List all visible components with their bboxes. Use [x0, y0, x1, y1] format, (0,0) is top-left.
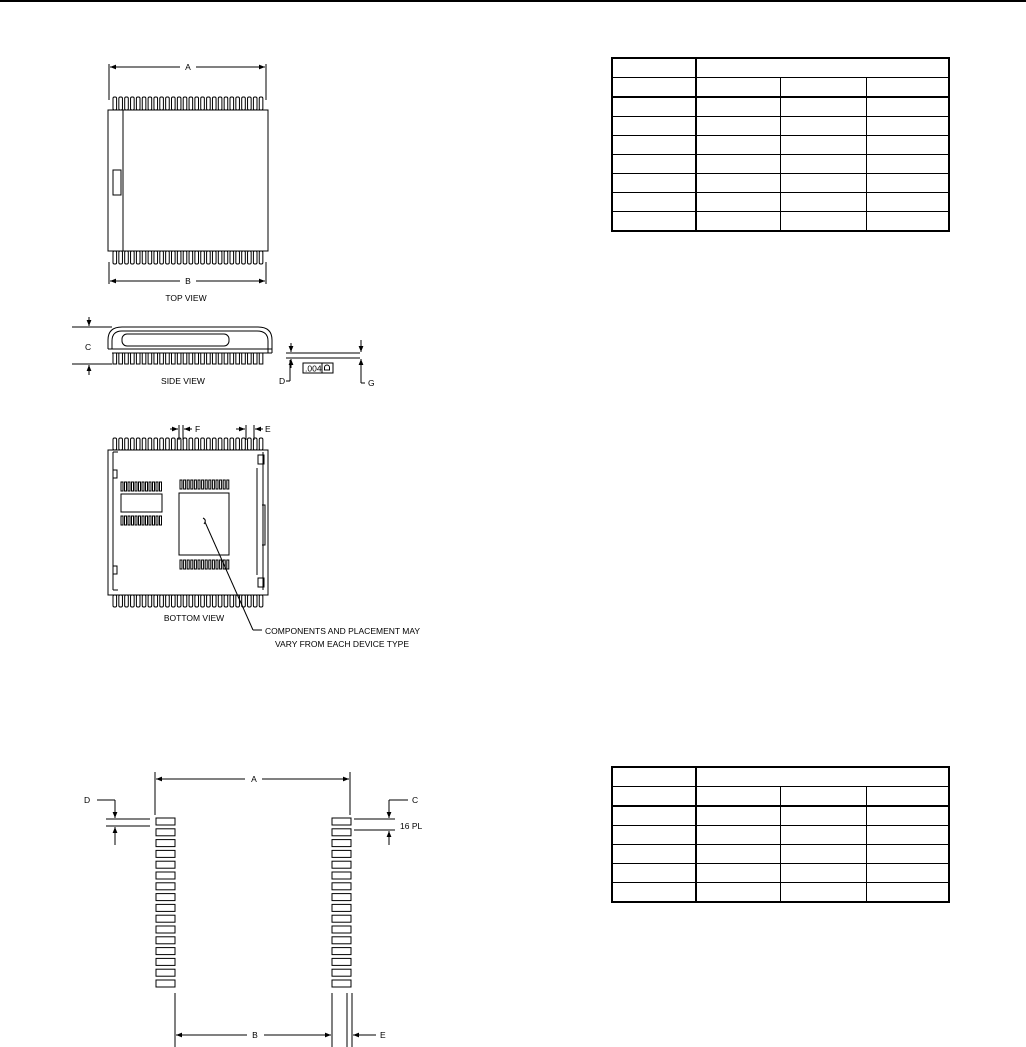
- lead: [201, 438, 205, 450]
- lead: [166, 595, 170, 607]
- table-row: [612, 97, 949, 117]
- footprint-dim-a-label: A: [251, 774, 257, 784]
- table-cell: [866, 212, 949, 232]
- footprint-pad: [332, 904, 351, 911]
- footprint-pad: [332, 850, 351, 857]
- table-cell: [866, 174, 949, 193]
- lead: [142, 595, 146, 607]
- lead: [142, 251, 146, 264]
- table-cell: [612, 787, 696, 807]
- lead: [136, 251, 140, 264]
- lead: [236, 353, 240, 364]
- pad-count-label: 16 PL: [400, 821, 423, 831]
- footprint-pad: [156, 937, 175, 944]
- lead: [113, 251, 117, 264]
- table-cell: [696, 806, 780, 826]
- footprint: [97, 772, 408, 1047]
- lead: [113, 97, 117, 110]
- lead: [218, 97, 222, 110]
- lead: [230, 438, 234, 450]
- lead: [160, 97, 164, 110]
- lead: [136, 353, 140, 364]
- lead: [125, 353, 129, 364]
- top-view: [108, 64, 268, 284]
- lead: [253, 251, 257, 264]
- footprint-pad: [332, 883, 351, 890]
- lead: [183, 97, 187, 110]
- table-cell: [612, 193, 696, 212]
- table-row: [612, 826, 949, 845]
- lead: [259, 97, 263, 110]
- lead: [172, 353, 176, 364]
- table-cell: [866, 78, 949, 98]
- lead: [212, 595, 216, 607]
- table-cell: [696, 117, 780, 136]
- footprint-pad: [156, 818, 175, 825]
- footprint-pad: [156, 840, 175, 847]
- footprint-dim-e-label: E: [380, 1030, 386, 1040]
- lead: [248, 438, 252, 450]
- footprint-pad: [332, 969, 351, 976]
- table-cell: [612, 174, 696, 193]
- table-cell: [780, 845, 866, 864]
- table-cell: [780, 193, 866, 212]
- footprint-pad: [332, 926, 351, 933]
- dim-d-label: D: [279, 376, 286, 386]
- table-cell: [780, 806, 866, 826]
- table-row: [612, 212, 949, 232]
- table-cell: [780, 155, 866, 174]
- table-cell: [612, 78, 696, 98]
- table-cell: [696, 826, 780, 845]
- table-cell: [780, 212, 866, 232]
- bottom-view-upper-leads: [113, 438, 263, 450]
- lead: [119, 353, 123, 364]
- lead: [177, 97, 181, 110]
- lead: [218, 251, 222, 264]
- lead: [113, 595, 117, 607]
- footprint-pad: [156, 861, 175, 868]
- footprint-pad: [156, 969, 175, 976]
- lead: [172, 438, 176, 450]
- footprint-pad: [156, 948, 175, 955]
- top-view-lower-leads: [113, 251, 263, 264]
- lead: [224, 595, 228, 607]
- table-header-row: [612, 58, 949, 78]
- lead: [172, 595, 176, 607]
- footprint-dim-b-label: B: [252, 1030, 258, 1040]
- lead: [207, 353, 211, 364]
- table-row: [612, 193, 949, 212]
- lead: [207, 97, 211, 110]
- table-cell: [612, 212, 696, 232]
- table-cell: [696, 845, 780, 864]
- lead: [195, 97, 199, 110]
- lead: [224, 251, 228, 264]
- footprint-pad: [156, 883, 175, 890]
- table-cell: [866, 155, 949, 174]
- lead: [189, 251, 193, 264]
- table-cell: [696, 174, 780, 193]
- table-cell: [612, 155, 696, 174]
- lead: [142, 97, 146, 110]
- lead: [119, 438, 123, 450]
- table-cell: [780, 883, 866, 903]
- lead: [212, 353, 216, 364]
- lead: [131, 97, 135, 110]
- lead: [166, 353, 170, 364]
- lead: [148, 353, 152, 364]
- dim-a-label: A: [185, 62, 191, 72]
- lead: [125, 251, 129, 264]
- footprint-pad: [332, 894, 351, 901]
- dim-g-label: G: [368, 378, 375, 388]
- table-cell: [866, 117, 949, 136]
- footprint-dim-c-label: C: [412, 795, 419, 805]
- footprint-left-pads: [156, 818, 175, 987]
- lead: [253, 353, 257, 364]
- table-row: [612, 864, 949, 883]
- table-cell: [696, 212, 780, 232]
- lead: [189, 438, 193, 450]
- table-cell: [780, 174, 866, 193]
- lead: [119, 251, 123, 264]
- lead: [242, 438, 246, 450]
- table-cell: [696, 767, 949, 787]
- lead: [177, 251, 181, 264]
- lead: [259, 595, 263, 607]
- lead: [201, 353, 205, 364]
- lead: [125, 438, 129, 450]
- lead: [236, 438, 240, 450]
- dim-e-label: E: [265, 424, 271, 434]
- lead: [183, 251, 187, 264]
- bottom-view: [108, 425, 268, 630]
- footprint-pad: [332, 958, 351, 965]
- footprint-pad: [156, 958, 175, 965]
- table-cell: [866, 97, 949, 117]
- lead: [131, 438, 135, 450]
- dim-b-label: B: [185, 276, 191, 286]
- footprint-pad: [156, 850, 175, 857]
- lead: [148, 595, 152, 607]
- footprint-dim-d-label: D: [84, 795, 91, 805]
- table-cell: [780, 117, 866, 136]
- side-view-leads: [113, 353, 263, 364]
- footprint-pad: [332, 861, 351, 868]
- lead: [259, 251, 263, 264]
- lead: [154, 353, 158, 364]
- table-row: [612, 155, 949, 174]
- lead: [119, 97, 123, 110]
- lead: [248, 97, 252, 110]
- lead: [131, 353, 135, 364]
- table-cell: [612, 117, 696, 136]
- footprint-pad: [332, 937, 351, 944]
- lead: [142, 438, 146, 450]
- lead: [177, 595, 181, 607]
- lead: [212, 97, 216, 110]
- top-view-label: TOP VIEW: [165, 293, 207, 303]
- lead: [236, 595, 240, 607]
- lead: [248, 353, 252, 364]
- lead: [224, 438, 228, 450]
- lead: [253, 595, 257, 607]
- lead: [218, 438, 222, 450]
- footprint-pad: [156, 872, 175, 879]
- table-header-row: [612, 78, 949, 98]
- table-cell: [696, 787, 780, 807]
- lead: [218, 353, 222, 364]
- table-row: [612, 806, 949, 826]
- lead: [201, 595, 205, 607]
- lead: [230, 353, 234, 364]
- lead: [136, 97, 140, 110]
- table-cell: [866, 136, 949, 155]
- table-cell: [612, 883, 696, 903]
- lead: [189, 97, 193, 110]
- lead: [136, 595, 140, 607]
- footprint-pad: [332, 818, 351, 825]
- footprint-pad: [156, 904, 175, 911]
- table-row: [612, 174, 949, 193]
- lead: [119, 595, 123, 607]
- table-cell: [866, 864, 949, 883]
- lead: [248, 595, 252, 607]
- lead: [160, 251, 164, 264]
- footprint-pad: [156, 926, 175, 933]
- table-cell: [696, 136, 780, 155]
- top-view-upper-leads: [113, 97, 263, 110]
- footprint-pad: [156, 980, 175, 987]
- lead: [259, 353, 263, 364]
- table-cell: [696, 97, 780, 117]
- lead: [125, 595, 129, 607]
- lead: [189, 353, 193, 364]
- footprint-right-pads: [332, 818, 351, 987]
- table-cell: [612, 845, 696, 864]
- lead: [148, 251, 152, 264]
- bottom-view-label: BOTTOM VIEW: [163, 613, 225, 623]
- lead: [207, 595, 211, 607]
- lead: [195, 595, 199, 607]
- lead: [207, 438, 211, 450]
- table-cell: [866, 845, 949, 864]
- lead: [154, 251, 158, 264]
- table-row: [612, 883, 949, 903]
- lead: [242, 353, 246, 364]
- side-view-label: SIDE VIEW: [161, 376, 205, 386]
- lead: [207, 251, 211, 264]
- table-header-row: [612, 767, 949, 787]
- table-cell: [612, 826, 696, 845]
- dim-f-label: F: [195, 424, 201, 434]
- footprint-pad: [156, 915, 175, 922]
- footprint-dimensions-table: [611, 766, 950, 903]
- lead: [131, 251, 135, 264]
- table-header-row: [612, 787, 949, 807]
- lead: [113, 353, 117, 364]
- lead: [230, 251, 234, 264]
- table-cell: [780, 826, 866, 845]
- lead: [242, 251, 246, 264]
- lead: [113, 438, 117, 450]
- table-cell: [866, 787, 949, 807]
- footprint-drawing: [0, 740, 520, 1047]
- lead: [259, 438, 263, 450]
- lead: [160, 438, 164, 450]
- lead: [160, 595, 164, 607]
- lead: [154, 438, 158, 450]
- table-cell: [866, 826, 949, 845]
- dim-c-label: C: [85, 342, 92, 352]
- footprint-pad: [332, 829, 351, 836]
- lead: [148, 438, 152, 450]
- package-dimensions-table: [611, 57, 950, 232]
- lead: [201, 251, 205, 264]
- lead: [212, 438, 216, 450]
- table-row: [612, 845, 949, 864]
- lead: [142, 353, 146, 364]
- lead: [172, 97, 176, 110]
- table-cell: [612, 58, 696, 78]
- table-cell: [612, 136, 696, 155]
- table-cell: [780, 787, 866, 807]
- lead: [230, 595, 234, 607]
- lead: [183, 353, 187, 364]
- table-cell: [780, 78, 866, 98]
- lead: [195, 251, 199, 264]
- table-cell: [780, 864, 866, 883]
- lead: [136, 438, 140, 450]
- table-cell: [612, 806, 696, 826]
- lead: [160, 353, 164, 364]
- tolerance-value: .004: [305, 363, 322, 374]
- table-cell: [696, 883, 780, 903]
- table-cell: [780, 97, 866, 117]
- footprint-pad: [156, 829, 175, 836]
- lead: [236, 251, 240, 264]
- lead: [166, 251, 170, 264]
- footprint-pad: [332, 872, 351, 879]
- component-note-line2: VARY FROM EACH DEVICE TYPE: [275, 639, 409, 649]
- table-row: [612, 136, 949, 155]
- lead: [172, 251, 176, 264]
- footprint-pad: [156, 894, 175, 901]
- lead: [166, 97, 170, 110]
- component-note-line1: COMPONENTS AND PLACEMENT MAY: [265, 626, 421, 636]
- table-cell: [696, 58, 949, 78]
- lead: [183, 595, 187, 607]
- table-cell: [612, 97, 696, 117]
- table-row: [612, 117, 949, 136]
- lead: [166, 438, 170, 450]
- footprint-pad: [332, 948, 351, 955]
- lead: [183, 438, 187, 450]
- lead: [248, 251, 252, 264]
- table-cell: [696, 78, 780, 98]
- table-cell: [612, 864, 696, 883]
- footprint-pad: [332, 980, 351, 987]
- footprint-pad: [332, 915, 351, 922]
- lead: [195, 438, 199, 450]
- table-cell: [866, 806, 949, 826]
- lead: [177, 353, 181, 364]
- table-cell: [696, 155, 780, 174]
- lead: [242, 97, 246, 110]
- lead: [189, 595, 193, 607]
- table-cell: [696, 193, 780, 212]
- package-drawing: [0, 0, 520, 680]
- lead: [154, 97, 158, 110]
- lead: [236, 97, 240, 110]
- table-cell: [866, 193, 949, 212]
- lead: [230, 97, 234, 110]
- lead: [201, 97, 205, 110]
- lead: [148, 97, 152, 110]
- lead: [224, 353, 228, 364]
- lead: [131, 595, 135, 607]
- lead: [224, 97, 228, 110]
- lead: [212, 251, 216, 264]
- table-cell: [612, 767, 696, 787]
- lead: [154, 595, 158, 607]
- table-cell: [780, 136, 866, 155]
- lead: [125, 97, 129, 110]
- lead: [218, 595, 222, 607]
- table-cell: [866, 883, 949, 903]
- footprint-pad: [332, 840, 351, 847]
- lead: [253, 97, 257, 110]
- table-cell: [696, 864, 780, 883]
- lead: [195, 353, 199, 364]
